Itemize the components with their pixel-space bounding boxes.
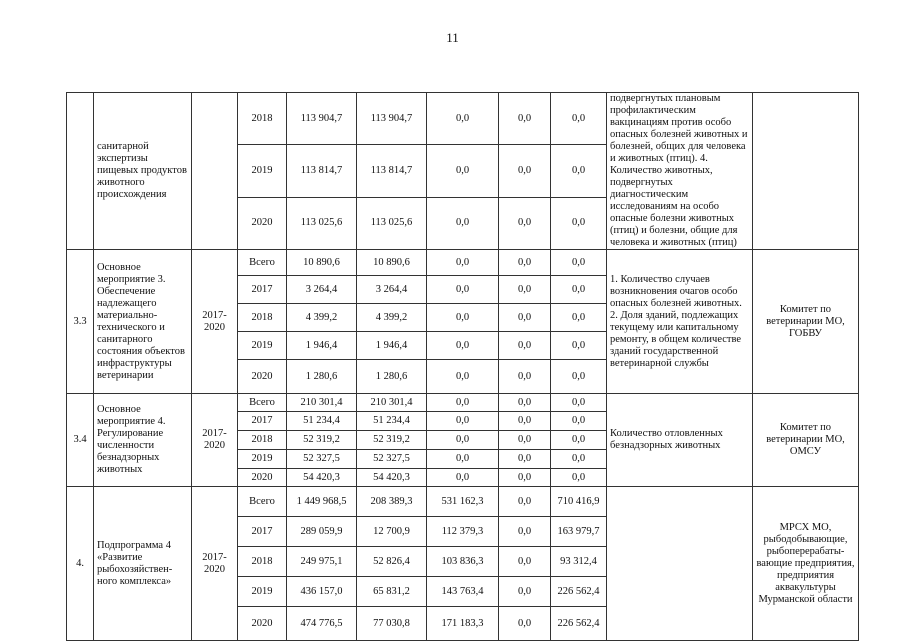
- total-cell: 474 776,5: [287, 607, 357, 641]
- year-cell: 2017: [238, 276, 287, 304]
- total-cell: 210 301,4: [287, 394, 357, 412]
- funding-cell-4: 0,0: [551, 394, 607, 412]
- funding-cell-3: 0,0: [499, 360, 551, 394]
- funding-cell-2: 0,0: [427, 469, 499, 487]
- funding-cell-1: 1 280,6: [357, 360, 427, 394]
- indicator-cell: 1. Количество случаев возникновения очагов особо опасных болезней животных. 2. Доля зданий, подлежащих текущему или капитальному ремонту, в общем количестве зданий государственной ветеринарной службы: [607, 250, 753, 394]
- funding-cell-4: 0,0: [551, 93, 607, 145]
- responsible-cell: [753, 93, 859, 250]
- responsible-cell: МРСХ МО, рыбодобывающие, рыбоперерабаты-вающие предприятия, предприятия аквакультуры Мурманской области: [753, 487, 859, 641]
- funding-cell-2: 143 763,4: [427, 577, 499, 607]
- funding-cell-1: 210 301,4: [357, 394, 427, 412]
- table-row: [67, 93, 859, 145]
- funding-cell-3: 0,0: [499, 250, 551, 276]
- funding-cell-4: 0,0: [551, 250, 607, 276]
- total-cell: 10 890,6: [287, 250, 357, 276]
- funding-cell-1: 52 826,4: [357, 547, 427, 577]
- period-cell: 2017-2020: [192, 487, 238, 641]
- funding-cell-4: 0,0: [551, 304, 607, 332]
- funding-cell-3: 0,0: [499, 197, 551, 249]
- funding-cell-4: 93 312,4: [551, 547, 607, 577]
- year-cell: 2019: [238, 145, 287, 197]
- row-number: 3.4: [67, 394, 94, 487]
- funding-cell-2: 531 162,3: [427, 487, 499, 517]
- funding-cell-4: 0,0: [551, 450, 607, 469]
- funding-cell-1: 3 264,4: [357, 276, 427, 304]
- year-cell: 2019: [238, 577, 287, 607]
- year-cell: Всего: [238, 487, 287, 517]
- year-cell: 2018: [238, 547, 287, 577]
- year-cell: 2020: [238, 197, 287, 249]
- total-cell: 3 264,4: [287, 276, 357, 304]
- funding-cell-3: 0,0: [499, 332, 551, 360]
- total-cell: 52 327,5: [287, 450, 357, 469]
- funding-cell-1: 4 399,2: [357, 304, 427, 332]
- funding-cell-3: 0,0: [499, 93, 551, 145]
- funding-cell-3: 0,0: [499, 276, 551, 304]
- program-table: [66, 92, 859, 641]
- funding-cell-4: 0,0: [551, 360, 607, 394]
- year-cell: Всего: [238, 394, 287, 412]
- period-cell: 2017-2020: [192, 394, 238, 487]
- year-cell: 2017: [238, 517, 287, 547]
- funding-cell-4: 226 562,4: [551, 577, 607, 607]
- funding-cell-2: 0,0: [427, 332, 499, 360]
- funding-cell-1: 113 814,7: [357, 145, 427, 197]
- funding-cell-3: 0,0: [499, 412, 551, 431]
- funding-cell-2: 112 379,3: [427, 517, 499, 547]
- total-cell: 52 319,2: [287, 431, 357, 450]
- funding-cell-2: 0,0: [427, 145, 499, 197]
- year-cell: 2019: [238, 450, 287, 469]
- year-cell: 2020: [238, 469, 287, 487]
- year-cell: 2020: [238, 607, 287, 641]
- funding-cell-3: 0,0: [499, 547, 551, 577]
- funding-cell-2: 103 836,3: [427, 547, 499, 577]
- funding-cell-4: 0,0: [551, 276, 607, 304]
- total-cell: 51 234,4: [287, 412, 357, 431]
- funding-cell-1: 65 831,2: [357, 577, 427, 607]
- funding-cell-3: 0,0: [499, 145, 551, 197]
- activity-name: Основное мероприятие 4. Регулирование численности безнадзорных животных: [94, 394, 192, 487]
- total-cell: 113 904,7: [287, 93, 357, 145]
- funding-cell-4: 0,0: [551, 332, 607, 360]
- funding-cell-1: 52 327,5: [357, 450, 427, 469]
- funding-cell-1: 54 420,3: [357, 469, 427, 487]
- total-cell: 249 975,1: [287, 547, 357, 577]
- funding-cell-1: 51 234,4: [357, 412, 427, 431]
- table-row: [67, 487, 859, 517]
- total-cell: 1 280,6: [287, 360, 357, 394]
- total-cell: 289 059,9: [287, 517, 357, 547]
- responsible-cell: Комитет по ветеринарии МО, ОМСУ: [753, 394, 859, 487]
- funding-cell-3: 0,0: [499, 517, 551, 547]
- funding-cell-2: 0,0: [427, 197, 499, 249]
- funding-cell-2: 0,0: [427, 412, 499, 431]
- total-cell: 436 157,0: [287, 577, 357, 607]
- funding-cell-1: 113 025,6: [357, 197, 427, 249]
- funding-cell-3: 0,0: [499, 577, 551, 607]
- total-cell: 54 420,3: [287, 469, 357, 487]
- funding-cell-2: 0,0: [427, 450, 499, 469]
- table-row: [67, 394, 859, 412]
- year-cell: Всего: [238, 250, 287, 276]
- table-body: [67, 93, 859, 641]
- responsible-cell: Комитет по ветеринарии МО, ГОБВУ: [753, 250, 859, 394]
- activity-name: Подпрограмма 4 «Развитие рыбохозяйствен-ного комплекса»: [94, 487, 192, 641]
- total-cell: 1 946,4: [287, 332, 357, 360]
- funding-cell-2: 0,0: [427, 360, 499, 394]
- funding-cell-2: 0,0: [427, 250, 499, 276]
- total-cell: 1 449 968,5: [287, 487, 357, 517]
- year-cell: 2019: [238, 332, 287, 360]
- funding-cell-3: 0,0: [499, 487, 551, 517]
- funding-cell-1: 77 030,8: [357, 607, 427, 641]
- indicator-cell: Количество отловленных безнадзорных животных: [607, 394, 753, 487]
- funding-cell-2: 0,0: [427, 431, 499, 450]
- year-cell: 2018: [238, 93, 287, 145]
- total-cell: 113 814,7: [287, 145, 357, 197]
- period-cell: [192, 93, 238, 250]
- activity-name: Основное мероприятие 3. Обеспечение надлежащего материально-технического и санитарного состояния объектов инфраструктуры ветеринарии: [94, 250, 192, 394]
- funding-cell-3: 0,0: [499, 431, 551, 450]
- funding-cell-3: 0,0: [499, 304, 551, 332]
- year-cell: 2020: [238, 360, 287, 394]
- row-number: 3.3: [67, 250, 94, 394]
- funding-cell-1: 113 904,7: [357, 93, 427, 145]
- funding-cell-1: 208 389,3: [357, 487, 427, 517]
- funding-cell-3: 0,0: [499, 469, 551, 487]
- page-number: 11: [446, 30, 459, 45]
- year-cell: 2018: [238, 304, 287, 332]
- funding-cell-2: 0,0: [427, 276, 499, 304]
- table-row: [67, 250, 859, 276]
- indicator-cell: подвергнутых плановым профилактическим вакцинациям против особо опасных болезней животных и болезней, общих для человека и животных (птиц). 4. Количество животных, подвергнутых диагностическим исследованиям на особо опасные болезни животных (птиц) и болезни, общие для человека и животных (птиц): [607, 93, 753, 250]
- funding-cell-4: 163 979,7: [551, 517, 607, 547]
- row-number: 4.: [67, 487, 94, 641]
- funding-cell-4: 0,0: [551, 431, 607, 450]
- period-cell: 2017-2020: [192, 250, 238, 394]
- total-cell: 113 025,6: [287, 197, 357, 249]
- funding-cell-4: 0,0: [551, 469, 607, 487]
- funding-cell-1: 12 700,9: [357, 517, 427, 547]
- funding-cell-2: 0,0: [427, 93, 499, 145]
- funding-cell-2: 0,0: [427, 304, 499, 332]
- funding-cell-4: 710 416,9: [551, 487, 607, 517]
- funding-cell-1: 52 319,2: [357, 431, 427, 450]
- funding-cell-4: 0,0: [551, 412, 607, 431]
- row-number: [67, 93, 94, 250]
- year-cell: 2018: [238, 431, 287, 450]
- funding-cell-2: 171 183,3: [427, 607, 499, 641]
- funding-cell-3: 0,0: [499, 450, 551, 469]
- year-cell: 2017: [238, 412, 287, 431]
- funding-cell-2: 0,0: [427, 394, 499, 412]
- indicator-cell: [607, 487, 753, 641]
- funding-cell-1: 10 890,6: [357, 250, 427, 276]
- total-cell: 4 399,2: [287, 304, 357, 332]
- funding-cell-4: 0,0: [551, 145, 607, 197]
- funding-cell-4: 226 562,4: [551, 607, 607, 641]
- funding-cell-4: 0,0: [551, 197, 607, 249]
- activity-name: санитарной экспертизы пищевых продуктов животного происхождения: [94, 93, 192, 250]
- funding-cell-1: 1 946,4: [357, 332, 427, 360]
- funding-cell-3: 0,0: [499, 607, 551, 641]
- funding-cell-3: 0,0: [499, 394, 551, 412]
